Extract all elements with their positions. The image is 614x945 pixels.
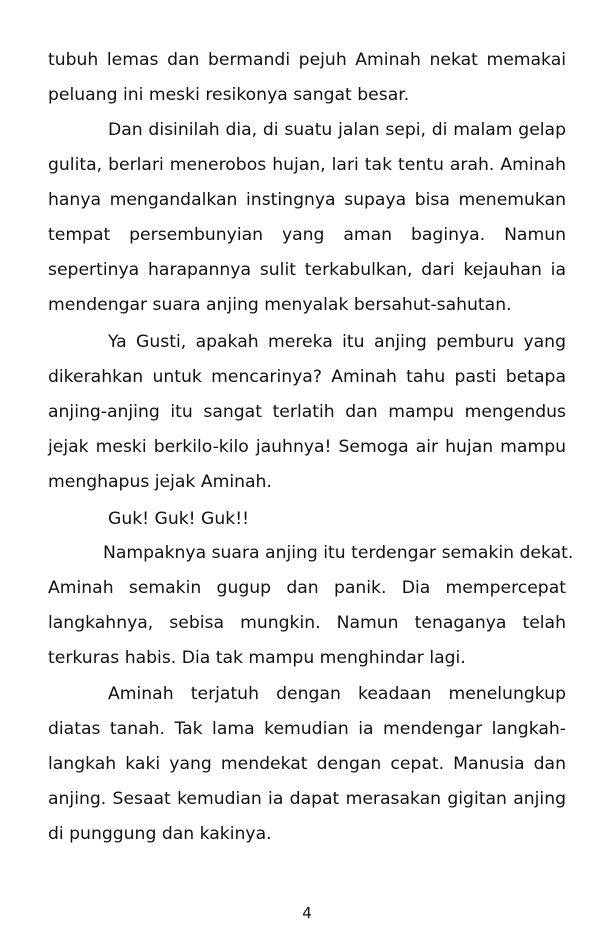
text-line: gulita, berlari menerobos hujan, lari tak tentu arah. Aminah xyxy=(48,155,566,175)
text-line: mendengar suara anjing menyalak bersahut-sahutan. xyxy=(48,295,512,315)
text-line: hanya mengandalkan instingnya supaya bisa menemukan xyxy=(48,190,566,210)
text-line: langkahnya, sebisa mungkin. Namun tenaganya telah xyxy=(48,613,566,633)
text-line: Nampaknya suara anjing itu terdengar semakin dekat. xyxy=(103,543,574,563)
text-line: Aminah terjatuh dengan keadaan menelungkup xyxy=(108,684,566,704)
text-line: Ya Gusti, apakah mereka itu anjing pemburu yang xyxy=(108,332,566,352)
text-line: anjing-anjing itu sangat terlatih dan mampu mengendus xyxy=(48,402,566,422)
text-line: tubuh lemas dan bermandi pejuh Aminah nekat memakai xyxy=(48,50,566,70)
text-line: peluang ini meski resikonya sangat besar. xyxy=(48,85,410,105)
text-line: Guk! Guk! Guk!! xyxy=(108,509,249,529)
text-line: langkah kaki yang mendekat dengan cepat. Manusia dan xyxy=(48,754,566,774)
text-line: jejak meski berkilo-kilo jauhnya! Semoga air hujan mampu xyxy=(48,437,566,457)
text-line: Aminah semakin gugup dan panik. Dia mempercepat xyxy=(48,578,566,598)
text-line: anjing. Sesaat kemudian ia dapat merasakan gigitan anjing xyxy=(48,789,566,809)
text-line: Dan disinilah dia, di suatu jalan sepi, di malam gelap xyxy=(108,120,566,140)
text-line: tempat persembunyian yang aman baginya. Namun xyxy=(48,225,566,245)
page-number: 4 xyxy=(302,904,312,922)
text-line: sepertinya harapannya sulit terkabulkan, dari kejauhan ia xyxy=(48,260,566,280)
text-line: di punggung dan kakinya. xyxy=(48,824,272,844)
text-line: menghapus jejak Aminah. xyxy=(48,472,272,492)
text-line: dikerahkan untuk mencarinya? Aminah tahu pasti betapa xyxy=(48,367,566,387)
text-line: diatas tanah. Tak lama kemudian ia mendengar langkah- xyxy=(48,719,566,739)
text-line: terkuras habis. Dia tak mampu menghindar lagi. xyxy=(48,648,466,668)
